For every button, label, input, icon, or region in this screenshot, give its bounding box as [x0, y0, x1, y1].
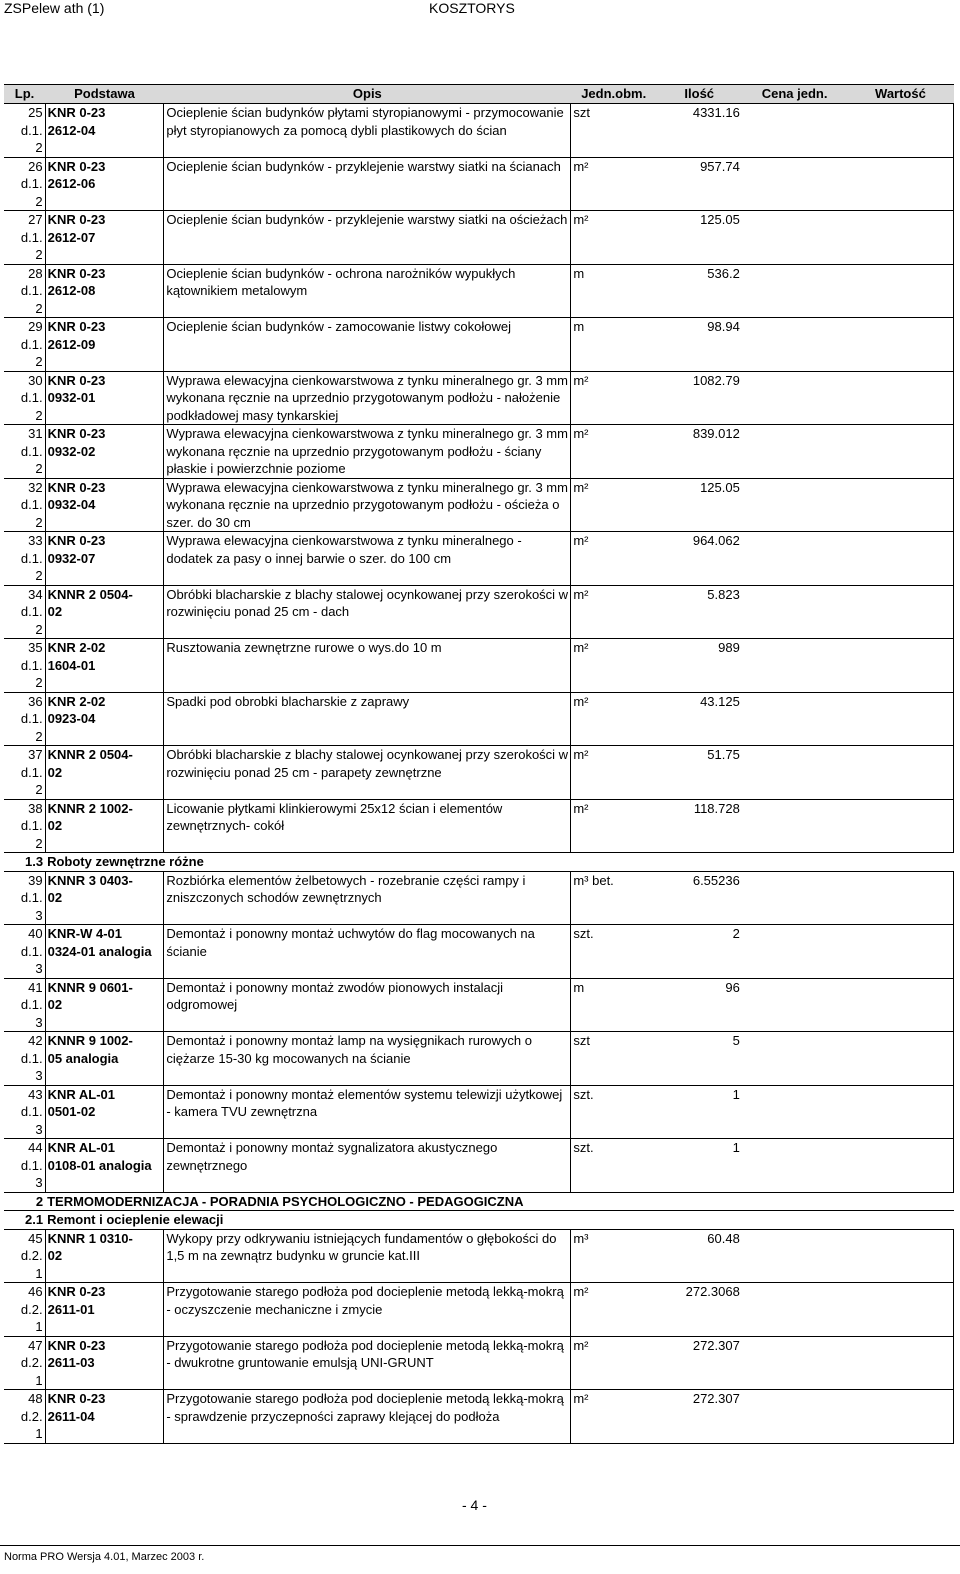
row-ilosc: 60.48: [657, 1229, 742, 1283]
table-body: [4, 104, 954, 1444]
row-podstawa: KNR 0-23 2612-08: [45, 264, 164, 318]
table-row: [4, 1229, 954, 1283]
row-wartosc: [847, 925, 953, 979]
row-ilosc: 2: [657, 925, 742, 979]
row-wartosc: [847, 1283, 953, 1337]
row-wartosc: [847, 799, 953, 853]
row-podstawa: KNNR 1 0310- 02: [45, 1229, 164, 1283]
row-ilosc: 964.062: [657, 532, 742, 586]
table-header-row: [4, 85, 954, 104]
row-podstawa: KNR 2-02 1604-01: [45, 639, 164, 693]
row-cena: [742, 871, 848, 925]
row-podstawa: KNR 0-23 2612-09: [45, 318, 164, 372]
row-jedn: szt: [571, 1032, 657, 1086]
row-cena: [742, 639, 848, 693]
row-cena: [742, 1139, 848, 1193]
row-jedn: m²: [571, 1336, 657, 1390]
row-jedn: m²: [571, 157, 657, 211]
row-cena: [742, 157, 848, 211]
row-cena: [742, 585, 848, 639]
row-podstawa: KNR 0-23 0932-07: [45, 532, 164, 586]
row-lp: 40 d.1. 3: [4, 925, 45, 979]
footer-divider: [0, 1545, 960, 1546]
table-row: [4, 425, 954, 479]
row-podstawa: KNR 0-23 2611-04: [45, 1390, 164, 1444]
table-row: [4, 211, 954, 265]
row-wartosc: [847, 746, 953, 800]
row-lp: 37 d.1. 2: [4, 746, 45, 800]
row-opis: Ocieplenie ścian budynków - zamocowanie listwy cokołowej: [164, 318, 571, 372]
row-opis: Demontaż i ponowny montaż uchwytów do flag mocowanych na ścianie: [164, 925, 571, 979]
col-cena: Cena jedn.: [742, 85, 848, 104]
row-jedn: m²: [571, 692, 657, 746]
row-podstawa: KNR 0-23 2612-06: [45, 157, 164, 211]
row-lp: 32 d.1. 2: [4, 478, 45, 532]
row-cena: [742, 1390, 848, 1444]
row-jedn: m: [571, 264, 657, 318]
row-lp: 29 d.1. 2: [4, 318, 45, 372]
row-cena: [742, 692, 848, 746]
row-cena: [742, 925, 848, 979]
section-row: [4, 1192, 954, 1211]
row-opis: Obróbki blacharskie z blachy stalowej ocynkowanej przy szerokości w rozwinięciu ponad 25 cm - parapety zewnętrzne: [164, 746, 571, 800]
row-lp: 45 d.2. 1: [4, 1229, 45, 1283]
row-lp: 35 d.1. 2: [4, 639, 45, 693]
row-opis: Demontaż i ponowny montaż lamp na wysięgnikach rurowych o ciężarze 15-30 kg mocowanych na ścianie: [164, 1032, 571, 1086]
row-wartosc: [847, 692, 953, 746]
row-opis: Wyprawa elewacyjna cienkowarstwowa z tynku mineralnego gr. 3 mm wykonana ręcznie na uprzednio przygotowanym podłożu - ościeża o szer. do 30 cm: [164, 478, 571, 532]
row-ilosc: 43.125: [657, 692, 742, 746]
row-lp: 28 d.1. 2: [4, 264, 45, 318]
row-opis: Przygotowanie starego podłoża pod docieplenie metodą lekką-mokrą - sprawdzenie przyczepności zaprawy klejącej do podłoża: [164, 1390, 571, 1444]
row-ilosc: 51.75: [657, 746, 742, 800]
section-title: Roboty zewnętrzne różne: [45, 853, 953, 872]
row-podstawa: KNR AL-01 0108-01 analogia: [45, 1139, 164, 1193]
row-wartosc: [847, 157, 953, 211]
col-podstawa: Podstawa: [45, 85, 164, 104]
row-wartosc: [847, 478, 953, 532]
row-opis: Ocieplenie ścian budynków - przyklejenie warstwy siatki na ścianach: [164, 157, 571, 211]
row-podstawa: KNR 0-23 2611-03: [45, 1336, 164, 1390]
row-opis: Demontaż i ponowny montaż sygnalizatora akustycznego zewnętrznego: [164, 1139, 571, 1193]
row-podstawa: KNR-W 4-01 0324-01 analogia: [45, 925, 164, 979]
section-number: 2: [4, 1192, 45, 1211]
table-row: [4, 1283, 954, 1337]
row-ilosc: 1: [657, 1085, 742, 1139]
table-row: [4, 639, 954, 693]
row-opis: Obróbki blacharskie z blachy stalowej ocynkowanej przy szerokości w rozwinięciu ponad 25 cm - dach: [164, 585, 571, 639]
row-opis: Wyprawa elewacyjna cienkowarstwowa z tynku mineralnego gr. 3 mm wykonana ręcznie na uprzednio przygotowanym podłożu - ściany płaskie i powierzchnie poziome: [164, 425, 571, 479]
section-number: 2.1: [4, 1211, 45, 1230]
row-lp: 30 d.1. 2: [4, 371, 45, 425]
row-ilosc: 272.307: [657, 1390, 742, 1444]
row-ilosc: 5.823: [657, 585, 742, 639]
row-wartosc: [847, 104, 953, 158]
row-lp: 33 d.1. 2: [4, 532, 45, 586]
row-cena: [742, 1229, 848, 1283]
row-wartosc: [847, 1336, 953, 1390]
row-jedn: m: [571, 318, 657, 372]
row-jedn: m²: [571, 425, 657, 479]
row-opis: Przygotowanie starego podłoża pod docieplenie metodą lekką-mokrą - dwukrotne gruntowanie emulsją UNI-GRUNT: [164, 1336, 571, 1390]
row-ilosc: 96: [657, 978, 742, 1032]
col-lp: Lp.: [4, 85, 45, 104]
row-wartosc: [847, 1085, 953, 1139]
row-cena: [742, 1336, 848, 1390]
row-wartosc: [847, 318, 953, 372]
row-lp: 42 d.1. 3: [4, 1032, 45, 1086]
table-row: [4, 1032, 954, 1086]
row-jedn: szt: [571, 104, 657, 158]
row-opis: Rusztowania zewnętrzne rurowe o wys.do 10 m: [164, 639, 571, 693]
row-podstawa: KNR 0-23 0932-04: [45, 478, 164, 532]
row-lp: 43 d.1. 3: [4, 1085, 45, 1139]
row-ilosc: 536.2: [657, 264, 742, 318]
row-ilosc: 272.307: [657, 1336, 742, 1390]
table-row: [4, 478, 954, 532]
row-podstawa: KNR 0-23 2612-04: [45, 104, 164, 158]
row-jedn: m²: [571, 478, 657, 532]
row-wartosc: [847, 871, 953, 925]
table-row: [4, 157, 954, 211]
row-wartosc: [847, 1390, 953, 1444]
col-opis: Opis: [164, 85, 571, 104]
table-row: [4, 264, 954, 318]
row-lp: 36 d.1. 2: [4, 692, 45, 746]
row-wartosc: [847, 1229, 953, 1283]
row-podstawa: KNNR 3 0403- 02: [45, 871, 164, 925]
row-ilosc: 957.74: [657, 157, 742, 211]
row-podstawa: KNNR 2 0504- 02: [45, 746, 164, 800]
table-row: [4, 871, 954, 925]
section-title: TERMOMODERNIZACJA - PORADNIA PSYCHOLOGICZNO - PEDAGOGICZNA: [45, 1192, 953, 1211]
row-wartosc: [847, 1032, 953, 1086]
row-ilosc: 5: [657, 1032, 742, 1086]
row-jedn: szt.: [571, 925, 657, 979]
row-ilosc: 989: [657, 639, 742, 693]
section-title: Remont i ocieplenie elewacji: [45, 1211, 953, 1230]
row-lp: 41 d.1. 3: [4, 978, 45, 1032]
col-ilosc: Ilość: [657, 85, 742, 104]
row-wartosc: [847, 639, 953, 693]
row-opis: Przygotowanie starego podłoża pod docieplenie metodą lekką-mokrą - oczyszczenie mechaniczne i zmycie: [164, 1283, 571, 1337]
row-podstawa: KNNR 2 1002- 02: [45, 799, 164, 853]
row-podstawa: KNNR 2 0504- 02: [45, 585, 164, 639]
row-lp: 46 d.2. 1: [4, 1283, 45, 1337]
table-row: [4, 371, 954, 425]
row-opis: Rozbiórka elementów żelbetowych - rozebranie części rampy i zniszczonych schodów zewnętrznych: [164, 871, 571, 925]
row-cena: [742, 425, 848, 479]
row-ilosc: 125.05: [657, 211, 742, 265]
table-row: [4, 978, 954, 1032]
row-wartosc: [847, 1139, 953, 1193]
row-jedn: szt.: [571, 1085, 657, 1139]
row-cena: [742, 532, 848, 586]
table-row: [4, 925, 954, 979]
row-opis: Wyprawa elewacyjna cienkowarstwowa z tynku mineralnego gr. 3 mm wykonana ręcznie na uprzednio przygotowanym podłożu - nałożenie podkładowej masy tynkarskiej: [164, 371, 571, 425]
row-jedn: m²: [571, 371, 657, 425]
table-row: [4, 1336, 954, 1390]
row-lp: 25 d.1. 2: [4, 104, 45, 158]
row-wartosc: [847, 264, 953, 318]
row-opis: Wykopy przy odkrywaniu istniejących fundamentów o głębokości do 1,5 m na zewnątrz budynku w gruncie kat.III: [164, 1229, 571, 1283]
table-row: [4, 532, 954, 586]
row-lp: 34 d.1. 2: [4, 585, 45, 639]
row-ilosc: 272.3068: [657, 1283, 742, 1337]
row-podstawa: KNR 0-23 0932-02: [45, 425, 164, 479]
table-row: [4, 318, 954, 372]
row-ilosc: 98.94: [657, 318, 742, 372]
cost-estimate-table: [4, 84, 954, 1444]
row-cena: [742, 104, 848, 158]
row-lp: 26 d.1. 2: [4, 157, 45, 211]
row-cena: [742, 264, 848, 318]
col-jedn: Jedn.obm.: [571, 85, 657, 104]
row-jedn: m: [571, 978, 657, 1032]
table-row: [4, 1139, 954, 1193]
row-podstawa: KNNR 9 0601- 02: [45, 978, 164, 1032]
document-title: ZSPelew ath (1): [4, 0, 105, 16]
row-cena: [742, 478, 848, 532]
row-lp: 44 d.1. 3: [4, 1139, 45, 1193]
row-ilosc: 839.012: [657, 425, 742, 479]
table-row: [4, 692, 954, 746]
row-cena: [742, 1085, 848, 1139]
table-row: [4, 1085, 954, 1139]
row-opis: Spadki pod obrobki blacharskie z zaprawy: [164, 692, 571, 746]
row-ilosc: 4331.16: [657, 104, 742, 158]
document-type: KOSZTORYS: [429, 0, 515, 16]
row-podstawa: KNR 0-23 0932-01: [45, 371, 164, 425]
row-podstawa: KNR 0-23 2611-01: [45, 1283, 164, 1337]
row-opis: Ocieplenie ścian budynków płytami styropianowymi - przymocowanie płyt styropianowych za pomocą dybli plastikowych do ścian: [164, 104, 571, 158]
row-ilosc: 1: [657, 1139, 742, 1193]
section-row: [4, 853, 954, 872]
row-jedn: m³: [571, 1229, 657, 1283]
section-number: 1.3: [4, 853, 45, 872]
row-wartosc: [847, 211, 953, 265]
col-wartosc: Wartość: [847, 85, 953, 104]
table-row: [4, 1390, 954, 1444]
row-podstawa: KNR 0-23 2612-07: [45, 211, 164, 265]
table-row: [4, 746, 954, 800]
row-cena: [742, 211, 848, 265]
row-jedn: m²: [571, 211, 657, 265]
row-podstawa: KNR 2-02 0923-04: [45, 692, 164, 746]
row-opis: Ocieplenie ścian budynków - przyklejenie warstwy siatki na ościeżach: [164, 211, 571, 265]
page-number: - 4 -: [462, 1497, 487, 1513]
row-jedn: m²: [571, 1390, 657, 1444]
table-row: [4, 104, 954, 158]
row-ilosc: 125.05: [657, 478, 742, 532]
section-row: [4, 1211, 954, 1230]
row-wartosc: [847, 532, 953, 586]
row-podstawa: KNNR 9 1002- 05 analogia: [45, 1032, 164, 1086]
row-cena: [742, 371, 848, 425]
row-jedn: m²: [571, 585, 657, 639]
row-wartosc: [847, 978, 953, 1032]
table-row: [4, 799, 954, 853]
row-opis: Licowanie płytkami klinkierowymi 25x12 ścian i elementów zewnętrznych- cokół: [164, 799, 571, 853]
row-cena: [742, 799, 848, 853]
row-ilosc: 1082.79: [657, 371, 742, 425]
row-cena: [742, 1283, 848, 1337]
row-jedn: m²: [571, 1283, 657, 1337]
row-cena: [742, 746, 848, 800]
table-row: [4, 585, 954, 639]
row-lp: 47 d.2. 1: [4, 1336, 45, 1390]
row-jedn: m³ bet.: [571, 871, 657, 925]
row-lp: 31 d.1. 2: [4, 425, 45, 479]
row-opis: Ocieplenie ścian budynków - ochrona narożników wypukłych kątownikiem metalowym: [164, 264, 571, 318]
row-opis: Demontaż i ponowny montaż zwodów pionowych instalacji odgromowej: [164, 978, 571, 1032]
row-jedn: szt.: [571, 1139, 657, 1193]
row-opis: Wyprawa elewacyjna cienkowarstwowa z tynku mineralnego - dodatek za pasy o innej barwie o szer. do 100 cm: [164, 532, 571, 586]
row-podstawa: KNR AL-01 0501-02: [45, 1085, 164, 1139]
row-cena: [742, 1032, 848, 1086]
row-jedn: m²: [571, 532, 657, 586]
row-jedn: m²: [571, 746, 657, 800]
row-jedn: m²: [571, 639, 657, 693]
row-opis: Demontaż i ponowny montaż elementów systemu telewizji użytkowej - kamera TVU zewnętrzna: [164, 1085, 571, 1139]
row-ilosc: 6.55236: [657, 871, 742, 925]
row-ilosc: 118.728: [657, 799, 742, 853]
row-cena: [742, 318, 848, 372]
row-lp: 48 d.2. 1: [4, 1390, 45, 1444]
row-wartosc: [847, 585, 953, 639]
row-lp: 39 d.1. 3: [4, 871, 45, 925]
footer-text: Norma PRO Wersja 4.01, Marzec 2003 r.: [4, 1551, 205, 1563]
row-wartosc: [847, 425, 953, 479]
row-lp: 27 d.1. 2: [4, 211, 45, 265]
row-wartosc: [847, 371, 953, 425]
row-jedn: m²: [571, 799, 657, 853]
row-cena: [742, 978, 848, 1032]
row-lp: 38 d.1. 2: [4, 799, 45, 853]
